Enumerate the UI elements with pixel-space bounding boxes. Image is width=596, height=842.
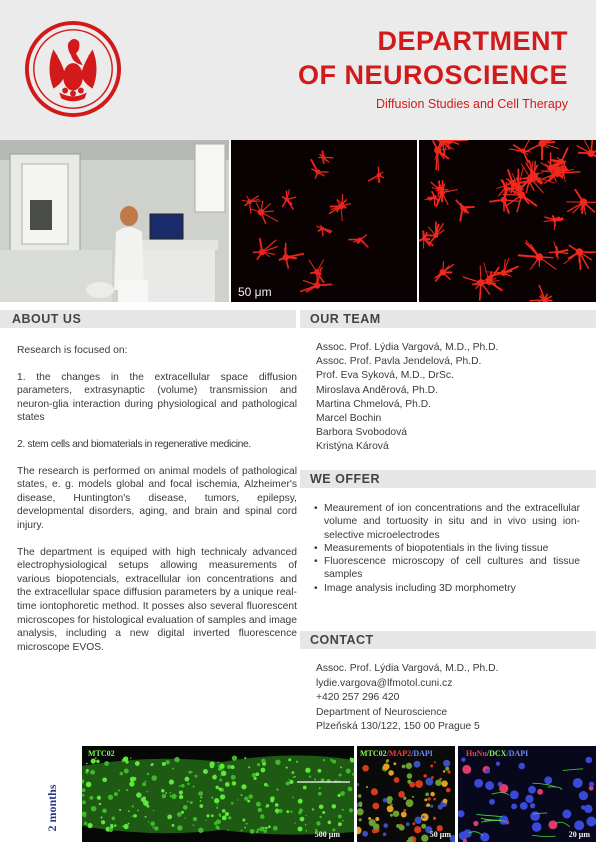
offer-item bbox=[314, 502, 580, 542]
team-member: Prof. Eva Syková, M.D., DrSc. bbox=[316, 370, 454, 382]
scale-label: 50 μm bbox=[238, 285, 272, 299]
about-heading: ABOUT US bbox=[12, 312, 82, 326]
bullet-icon: • bbox=[314, 503, 318, 514]
astrocyte-image-dense bbox=[419, 140, 596, 302]
team-member: Assoc. Prof. Pavla Jendelová, Ph.D. bbox=[316, 356, 482, 368]
label-part: HuNu bbox=[466, 749, 487, 758]
offer-item bbox=[314, 582, 580, 595]
about-paragraph: The department is equiped with high technicaly advanced electrophysiological setups allowing measurements of various biopotencials, extracellular ion concentrations and the extracellular space diffusion parameters by a unique real-time iontophoretic method. It posses also several fluorescent microscopes for histological evaluation of samples and image analysis, including a new digital inverted fluorescence microscope EVOS. bbox=[17, 546, 297, 653]
contact-email-link[interactable]: lydie.vargova@lfmotol.cuni.cz bbox=[316, 677, 453, 689]
astrocyte-image-sparse bbox=[231, 140, 417, 302]
offer-item-text: Image analysis including 3D morphometry bbox=[324, 582, 516, 594]
page-header bbox=[0, 0, 596, 140]
about-paragraph: Research is focused on: bbox=[17, 345, 128, 356]
offer-item-text: Measurements of biopotentials in the living tissue bbox=[324, 542, 549, 554]
department-subtitle: Diffusion Studies and Cell Therapy bbox=[375, 97, 568, 111]
team-member: Kristýna Kárová bbox=[316, 441, 389, 453]
label-part: /DCX bbox=[486, 749, 507, 758]
offer-list bbox=[314, 502, 580, 595]
laboratory-photo bbox=[0, 140, 229, 302]
team-member: Martina Chmelová, Ph.D. bbox=[316, 398, 432, 410]
bullet-icon: • bbox=[314, 542, 318, 554]
department-title-line2: OF NEUROSCIENCE bbox=[297, 60, 568, 90]
about-paragraph: 1. the changes in the extracellular space diffusion parameters, extrasynaptic (volume) transmission and neuron-glia interaction during physiological and pathological states bbox=[17, 371, 297, 424]
bullet-icon: • bbox=[314, 556, 318, 568]
panel-scale: 20 μm bbox=[568, 830, 590, 839]
offer-heading: WE OFFER bbox=[310, 472, 380, 486]
photo-strip bbox=[0, 140, 596, 302]
mtc02-map2-image bbox=[357, 746, 455, 842]
time-label bbox=[38, 778, 68, 838]
offer-item bbox=[314, 542, 580, 555]
team-member: Assoc. Prof. Lýdia Vargová, M.D., Ph.D. bbox=[316, 342, 499, 353]
department-title-line1: DEPARTMENT bbox=[377, 26, 568, 56]
about-body bbox=[17, 344, 297, 667]
bullet-icon: • bbox=[314, 582, 318, 594]
panel-label: MTC02 bbox=[88, 749, 115, 758]
team-member: Barbora Svobodová bbox=[316, 427, 408, 439]
pelican-seal-icon bbox=[24, 20, 122, 118]
hunu-dcx-image bbox=[458, 746, 596, 842]
team-heading: OUR TEAM bbox=[310, 312, 381, 326]
mtc02-tissue-image bbox=[82, 746, 354, 842]
offer-item-text: Meaurement of ion concentrations and the extracellular volume and tortuosity in situ and in vivo using ion-selective microelectrodes bbox=[324, 503, 580, 541]
panel-scale: 500 μm bbox=[314, 830, 340, 839]
contact-heading: CONTACT bbox=[310, 633, 374, 647]
about-paragraph: 2. stem cells and biomaterials in regenerative medicine. bbox=[17, 438, 251, 450]
contact-department: Department of Neuroscience bbox=[316, 706, 448, 718]
panel-label bbox=[466, 749, 528, 758]
team-member: Miroslava Anděrová, Ph.D. bbox=[316, 384, 438, 396]
label-part: /DAPI bbox=[506, 749, 529, 758]
team-member: Marcel Bochin bbox=[316, 413, 382, 425]
contact-block bbox=[316, 662, 498, 735]
panel-scale: 50 μm bbox=[429, 830, 451, 839]
panel-label bbox=[360, 749, 433, 758]
label-part: /DAPI bbox=[411, 749, 433, 758]
contact-name: Assoc. Prof. Lýdia Vargová, M.D., Ph.D. bbox=[316, 663, 499, 674]
label-part: /MAP2 bbox=[386, 749, 412, 758]
label-part: MTC02 bbox=[360, 749, 387, 758]
about-paragraph: The research is performed on animal models of pathological states, e. g. models global and focal ischemia, Alzheimer's disease, Huntington's disease, tumors, epilepsy, developmental disorders, aging, and brain and spinal cord injury. bbox=[17, 465, 297, 531]
contact-address: Plzeňská 130/122, 150 00 Prague 5 bbox=[316, 721, 480, 733]
contact-phone: +420 257 296 420 bbox=[316, 692, 400, 704]
team-list bbox=[316, 341, 498, 455]
offer-item-text: Fluorescence microscopy of cell cultures and tissue samples bbox=[324, 556, 580, 581]
time-label-text: 2 months bbox=[45, 784, 59, 832]
offer-item bbox=[314, 555, 580, 582]
